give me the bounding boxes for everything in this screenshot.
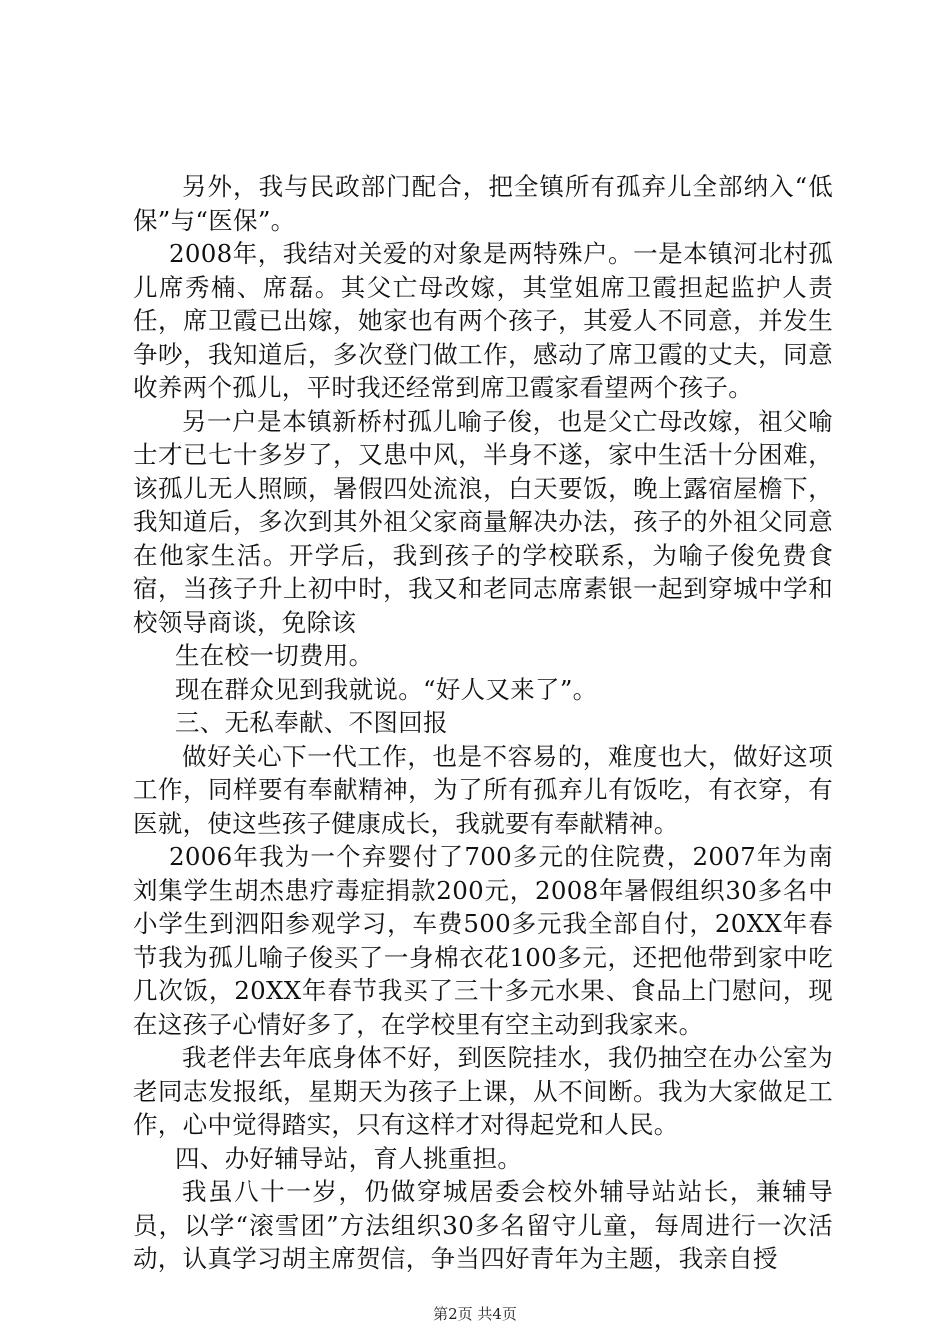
paragraph-5: 现在群众见到我就说。“好人又来了”。 bbox=[175, 674, 598, 704]
paragraph-2: 2008年，我结对关爱的对象是两特殊户。一是本镇河北村孤儿席秀楠、席磊。其父亡母改嫁，其堂姐席卫霞担起监护人责任，席卫霞已出嫁，她家也有两个孩子，其爱人不同意，并发生争吵，我知道后，多次登门做工作，感动了席卫霞的丈夫，同意收养两个孤儿，平时我还经常到席卫霞家看望两个孩子。 bbox=[133, 239, 833, 402]
paragraph-9: 我虽八十一岁，仍做穿城居委会校外辅导站站长，兼辅导员，以学“滚雪团”方法组织30多名留守儿童，每周进行一次活动，认真学习胡主席贺信，争当四好青年为主题，我亲自授 bbox=[133, 1177, 833, 1273]
paragraph-1: 另外，我与民政部门配合，把全镇所有孤弃儿全部纳入“低保”与“医保”。 bbox=[133, 172, 833, 235]
document-body bbox=[133, 170, 833, 1276]
paragraph-7: 2006年我为一个弃婴付了700多元的住院费，2007年为南刘集学生胡杰患疗毒症捐款200元，2008年暑假组织30多名中小学生到泗阳参观学习，车费500多元我全部自付，20XX年春节我为孤儿喻子俊买了一身棉衣花100多元，还把他带到家中吃几次饭，20XX年春节我买了三十多元水果、食品上门慰问，现在这孩子心情好多了，在学校里有空主动到我家来。 bbox=[133, 842, 833, 1039]
page-number-label: 第2页 共4页 bbox=[433, 1305, 517, 1323]
paragraph-4: 生在校一切费用。 bbox=[175, 641, 374, 670]
paragraph-8: 我老伴去年底身体不好，到医院挂水，我仍抽空在办公室为老同志发报纸，星期天为孩子上课，从不间断。我为大家做足工作，心中觉得踏实，只有这样才对得起党和人民。 bbox=[133, 1043, 833, 1139]
section-heading-3: 三、无私奉献、不图回报 bbox=[175, 708, 448, 737]
section-heading-4: 四、办好辅导站，育人挑重担。 bbox=[175, 1143, 523, 1173]
paragraph-3: 另一户是本镇新桥村孤儿喻子俊，也是父亡母改嫁，祖父喻士才已七十多岁了，又患中风，半身不遂，家中生活十分困难，该孤儿无人照顾，暑假四处流浪，白天要饭，晚上露宿屋檐下，我知道后，多次到其外祖父家商量解决办法，孩子的外祖父同意在他家生活。开学后，我到孩子的学校联系，为喻子俊免费食宿，当孩子升上初中时，我又和老同志席素银一起到穿城中学和校领导商谈，免除该 bbox=[133, 406, 833, 637]
page-footer bbox=[0, 1304, 950, 1324]
paragraph-6: 做好关心下一代工作，也是不容易的，难度也大，做好这项工作，同样要有奉献精神，为了所有孤弃儿有饭吃，有衣穿，有医就，使这些孩子健康成长，我就要有奉献精神。 bbox=[133, 741, 833, 838]
